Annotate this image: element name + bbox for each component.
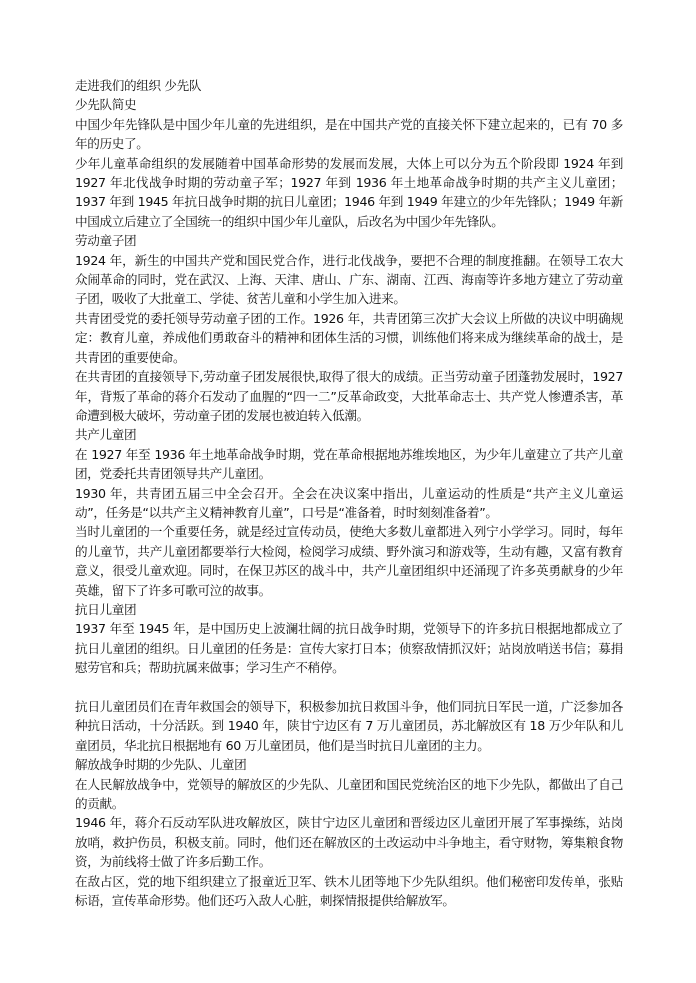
blank-line <box>75 678 623 697</box>
section-heading-history: 少先队简史 <box>75 97 137 113</box>
document-page <box>75 76 623 910</box>
section-heading-communist-children: 共产儿童团 <box>75 427 137 443</box>
paragraph: 1946 年，蒋介石反动军队进攻解放区，陕甘宁边区儿童团和晋绥边区儿童团开展了军事操练，站岗放哨，救护伤员，积极支前。同时，他们还在解放区的土改运动中斗争地主，看守财物，筹集粮食物资，为前线将士做了许多后勤工作。 <box>75 815 623 870</box>
paragraph: 共青团受党的委托领导劳动童子团的工作。1926 年，共青团第三次扩大会议上所做的决议中明确规定：教育儿童，养成他们勇敢奋斗的精神和团体生活的习惯，训练他们将来成为继续革命的战士，是共青团的重要使命。 <box>75 310 623 365</box>
paragraph: 在人民解放战争中，党领导的解放区的少先队、儿童团和国民党统治区的地下少先队，都做出了自己的贡献。 <box>75 776 623 812</box>
paragraph: 在敌占区，党的地下组织建立了报童近卫军、铁木儿团等地下少先队组织。他们秘密印发传单，张贴标语，宣传革命形势。他们还巧入敌人心脏，刺探情报提供给解放军。 <box>75 873 623 909</box>
paragraph: 1937 年至 1945 年，是中国历史上波澜壮阔的抗日战争时期，党领导下的许多抗日根据地都成立了抗日儿童团的组织。日儿童团的任务是：宣传大家打日本；侦察敌情抓汉奸；站岗放哨送书信；募捐慰劳官和兵；帮助抗属来做事；学习生产不稍停。 <box>75 621 623 676</box>
document-title: 走进我们的组织 少先队 <box>75 78 202 93</box>
paragraph: 少年儿童革命组织的发展随着中国革命形势的发展而发展，大体上可以分为五个阶段即 1924 年到 1927 年北伐战争时期的劳动童子军；1927 年到 1936 年土地革命战争时期的共产主义儿童团；1937 年到 1945 年抗日战争时期的抗日儿童团；1946 年到 1949 年建立的少年先锋队；1949 年新中国成立后建立了全国统一的组织中国少年儿童队，后改名为中国少年先锋队。 <box>75 155 623 229</box>
paragraph: 当时儿童团的一个重要任务，就是经过宣传动员，使绝大多数儿童都进入列宁小学学习。同时，每年的儿童节，共产儿童团都要举行大检阅，检阅学习成绩、野外演习和游戏等，生动有趣，又富有教育意义，很受儿童欢迎。同时，在保卫苏区的战斗中，共产儿童团组织中还涌现了许多英勇献身的少年英雄，留下了许多可歌可泣的故事。 <box>75 524 623 598</box>
section-heading-liberation-war: 解放战争时期的少先队、儿童团 <box>75 757 247 773</box>
paragraph: 在共青团的直接领导下,劳动童子团发展很快,取得了很大的成绩。正当劳动童子团蓬勃发展时，1927 年，背叛了革命的蒋介石发动了血腥的“四一二”反革命政变，大批革命志士、共产党人惨遭杀害，革命遭到极大破坏，劳动童子团的发展也被迫转入低潮。 <box>75 369 623 423</box>
paragraph: 在 1927 年至 1936 年土地革命战争时期，党在革命根据地苏维埃地区，为少年儿童建立了共产儿童团，党委托共青团领导共产儿童团。 <box>75 446 623 482</box>
paragraph: 1924 年，新生的中国共产党和国民党合作，进行北伐战争，要把不合理的制度推翻。在领导工农大众闹革命的同时，党在武汉、上海、天津、唐山、广东、湖南、江西、海南等许多地方建立了劳动童子团，吸收了大批童工、学徒、贫苦儿童和小学生加入进来。 <box>75 252 623 307</box>
section-heading-anti-japanese-children: 抗日儿童团 <box>75 601 137 617</box>
section-heading-labor-children: 劳动童子团 <box>75 233 137 249</box>
paragraph: 中国少年先锋队是中国少年儿童的先进组织，是在中国共产党的直接关怀下建立起来的，已有 70 多年的历史了。 <box>75 116 623 152</box>
paragraph: 1930 年，共青团五届三中全会召开。全会在决议案中指出，儿童运动的性质是“共产主义儿童运动”，任务是“以共产主义精神教育儿童”，口号是“准备着，时时刻刻准备着”。 <box>75 485 623 520</box>
paragraph: 抗日儿童团员们在青年救国会的领导下，积极参加抗日救国斗争，他们同抗日军民一道，广泛参加各种抗日活动，十分活跃。到 1940 年，陕甘宁边区有 7 万儿童团员，苏北解放区有 18 万少年队和儿童团员，华北抗日根据地有 60 万儿童团员，他们是当时抗日儿童团的主力。 <box>75 698 623 753</box>
